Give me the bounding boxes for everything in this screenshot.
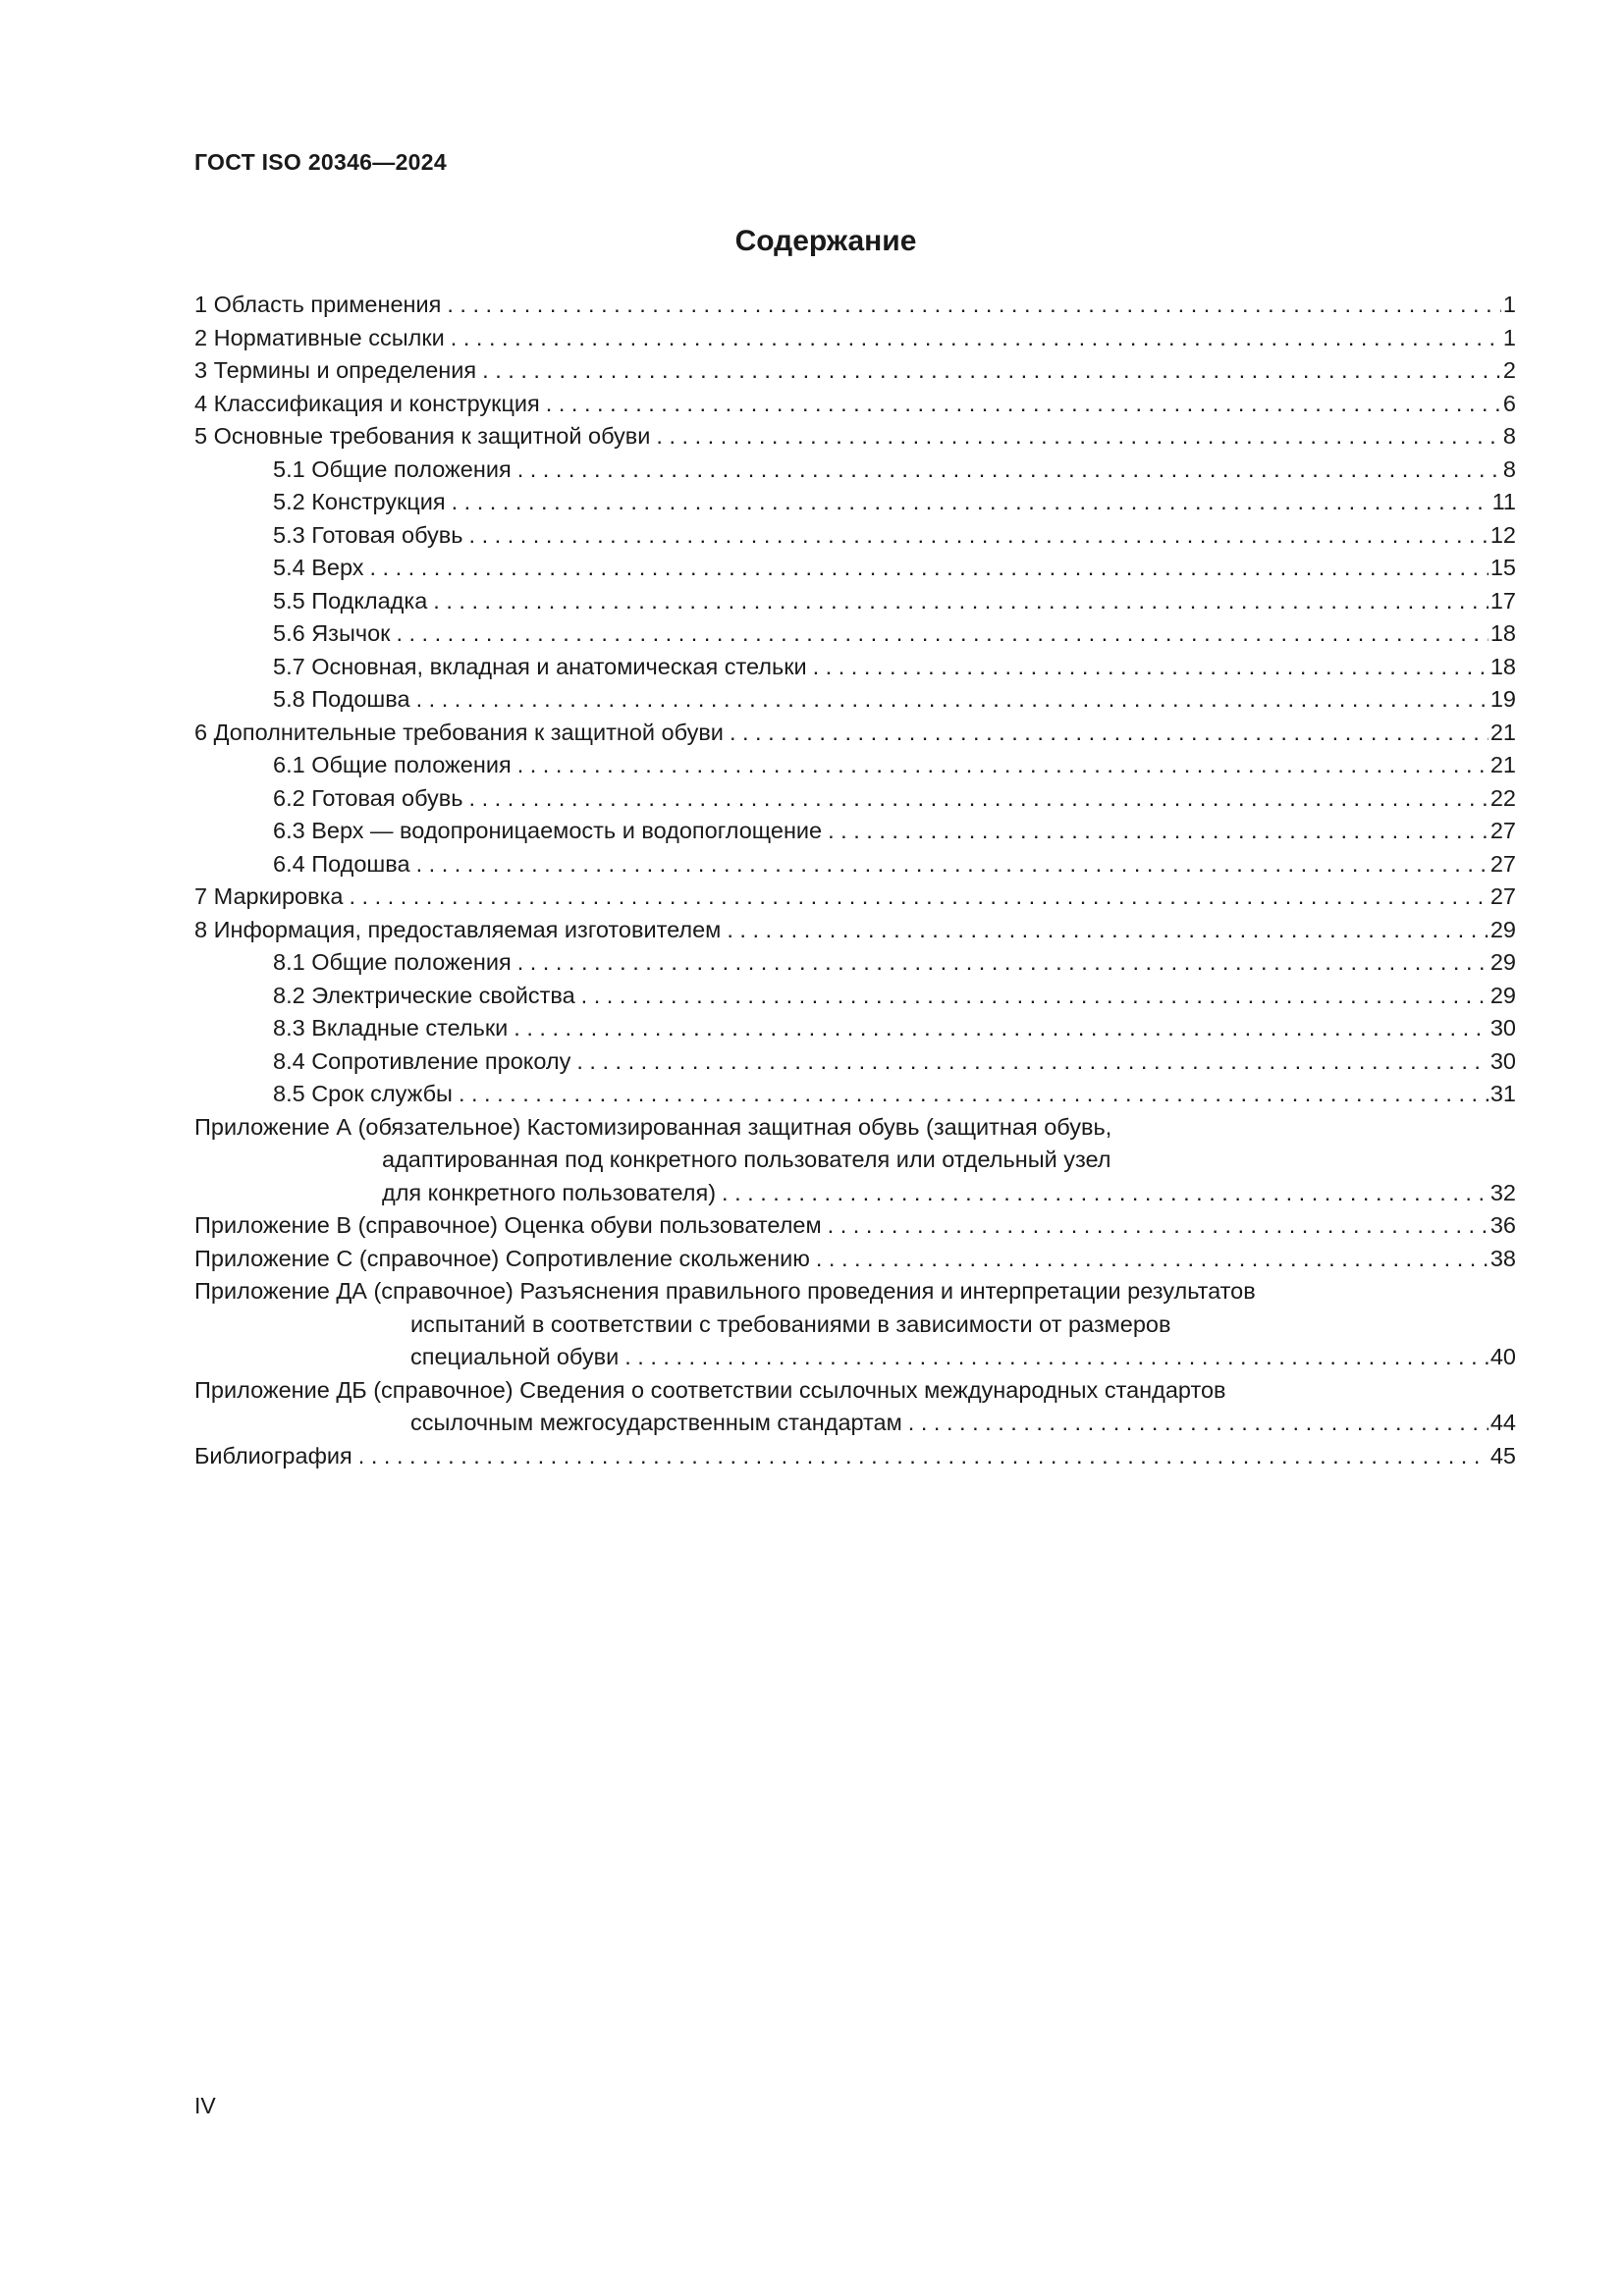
- toc-leader: [727, 914, 1489, 947]
- toc-entry-page: 29: [1489, 916, 1516, 942]
- toc-entry-page: 2: [1502, 357, 1516, 383]
- toc-leader: [451, 322, 1501, 355]
- toc-entry-page: 27: [1489, 850, 1516, 877]
- toc-leader: [514, 1012, 1489, 1045]
- toc-entry[interactable]: [194, 717, 1516, 750]
- toc-entry-page: 1: [1502, 324, 1516, 350]
- toc-subentry[interactable]: [194, 651, 1516, 684]
- toc-entry-label: 8.4 Сопротивление проколу: [273, 1047, 571, 1074]
- toc-subentry[interactable]: [194, 782, 1516, 816]
- toc-entry-page: 18: [1489, 620, 1516, 646]
- toc-entry-label: 6.3 Верх — водопроницаемость и водопоглощение: [273, 818, 823, 843]
- toc-entry-page: 38: [1489, 1245, 1516, 1271]
- toc-leader: [452, 486, 1490, 519]
- toc-subentry[interactable]: [194, 1045, 1516, 1079]
- toc-leader: [416, 848, 1489, 881]
- toc-entry[interactable]: [194, 322, 1516, 355]
- toc-entry[interactable]: [194, 420, 1516, 454]
- toc-bibliography[interactable]: [194, 1440, 1516, 1473]
- toc-leader: [349, 881, 1488, 914]
- toc-entry-label: 4 Классификация и конструкция: [194, 390, 540, 416]
- toc-leader: [828, 1209, 1489, 1243]
- toc-entry-page: 45: [1489, 1442, 1516, 1468]
- toc-entry-label: 8.1 Общие положения: [273, 949, 512, 975]
- toc-subentry[interactable]: [194, 486, 1516, 519]
- toc-entry-label: 1 Область применения: [194, 292, 442, 317]
- toc-entry-page: 27: [1489, 818, 1516, 843]
- toc-entry-label: Приложение В (справочное) Оценка обуви пользователем: [194, 1212, 822, 1238]
- toc-leader: [416, 683, 1489, 717]
- toc-appendix-da-line-1[interactable]: [194, 1275, 1516, 1308]
- toc-leader: [813, 651, 1489, 684]
- toc-entry[interactable]: [194, 914, 1516, 947]
- toc-leader: [396, 617, 1488, 651]
- toc-subentry[interactable]: [194, 848, 1516, 881]
- toc-entry-label: 5.2 Конструкция: [273, 489, 446, 514]
- toc-entry-page: 1: [1502, 292, 1516, 317]
- toc-leader: [517, 946, 1489, 980]
- toc-entry[interactable]: [194, 388, 1516, 421]
- toc-entry-label: Приложение А (обязательное) Кастомизированная защитная обувь (защитная обувь,: [194, 1113, 1112, 1140]
- toc-entry-page: 32: [1489, 1179, 1516, 1205]
- toc-appendix-db-line-1[interactable]: [194, 1374, 1516, 1408]
- toc-appendix-db-line-2[interactable]: [194, 1407, 1516, 1440]
- toc-leader: [624, 1341, 1489, 1374]
- toc-entry-page: 29: [1489, 982, 1516, 1008]
- toc-entry-page: 29: [1489, 949, 1516, 975]
- toc-entry-label: 5.4 Верх: [273, 555, 364, 580]
- toc-entry-page: 40: [1489, 1344, 1516, 1369]
- toc-entry-label: 8 Информация, предоставляемая изготовителем: [194, 916, 722, 942]
- toc-entry-label: Приложение ДБ (справочное) Сведения о соответствии ссылочных международных стандартов: [194, 1376, 1226, 1403]
- toc-leader: [828, 815, 1489, 848]
- toc-entry-page: 30: [1489, 1047, 1516, 1074]
- toc-entry-label: ссылочным межгосударственным стандартам: [410, 1410, 902, 1435]
- toc-entry-page: 31: [1489, 1081, 1516, 1106]
- toc-entry-label: 2 Нормативные ссылки: [194, 324, 445, 350]
- toc-leader: [576, 1045, 1489, 1079]
- toc-subentry[interactable]: [194, 980, 1516, 1013]
- toc-entry-label: 8.5 Срок службы: [273, 1081, 453, 1106]
- toc-entry-label: 8.2 Электрические свойства: [273, 982, 575, 1008]
- toc-entry-label: 5.3 Готовая обувь: [273, 521, 463, 548]
- toc-entry-label: Библиография: [194, 1442, 352, 1468]
- table-of-contents: [194, 289, 1516, 1472]
- toc-entry[interactable]: [194, 289, 1516, 322]
- toc-leader: [730, 717, 1489, 750]
- toc-entry-label: 6 Дополнительные требования к защитной обуви: [194, 719, 724, 745]
- toc-leader: [581, 980, 1489, 1013]
- toc-leader: [517, 749, 1489, 782]
- toc-entry-page: 30: [1489, 1015, 1516, 1041]
- toc-leader: [370, 552, 1489, 585]
- toc-entry-label: 7 Маркировка: [194, 883, 344, 909]
- toc-subentry[interactable]: [194, 617, 1516, 651]
- toc-entry-page: 21: [1489, 752, 1516, 777]
- toc-leader: [469, 519, 1489, 553]
- toc-entry-page: 44: [1489, 1410, 1516, 1435]
- toc-entry-label: 8.3 Вкладные стельки: [273, 1015, 509, 1041]
- toc-leader: [517, 454, 1501, 487]
- toc-entry-label: специальной обуви: [410, 1344, 620, 1369]
- toc-entry-page: 6: [1502, 390, 1516, 416]
- page-number: IV: [194, 2093, 216, 2118]
- toc-appendix-b[interactable]: [194, 1209, 1516, 1243]
- toc-leader: [722, 1177, 1489, 1210]
- toc-leader: [656, 420, 1501, 454]
- toc-appendix-c[interactable]: [194, 1243, 1516, 1276]
- toc-entry-label: 5.5 Подкладка: [273, 587, 428, 614]
- toc-entry-page: 22: [1489, 784, 1516, 811]
- page-title: Содержание: [734, 225, 917, 257]
- toc-subentry[interactable]: [194, 815, 1516, 848]
- toc-entry-page: 17: [1489, 587, 1516, 614]
- toc-entry-label: Приложение ДА (справочное) Разъяснения правильного проведения и интерпретации результатов: [194, 1278, 1256, 1304]
- toc-entry-page: 15: [1489, 555, 1516, 580]
- toc-entry-label: адаптированная под конкретного пользователя или отдельный узел: [382, 1147, 1111, 1172]
- toc-leader: [358, 1440, 1489, 1473]
- toc-entry-label: 6.4 Подошва: [273, 850, 410, 877]
- toc-leader: [459, 1078, 1489, 1111]
- toc-subentry[interactable]: [194, 1012, 1516, 1045]
- toc-entry-label: 5.1 Общие положения: [273, 455, 512, 482]
- toc-entry-label: 5.6 Язычок: [273, 620, 391, 646]
- toc-leader: [433, 585, 1489, 618]
- toc-leader: [469, 782, 1489, 816]
- toc-entry-page: 19: [1489, 686, 1516, 712]
- toc-subentry[interactable]: [194, 1078, 1516, 1111]
- toc-entry-label: испытаний в соответствии с требованиями в зависимости от размеров: [410, 1310, 1171, 1337]
- toc-subentry[interactable]: [194, 683, 1516, 717]
- toc-leader: [482, 354, 1501, 388]
- toc-leader: [908, 1407, 1489, 1440]
- toc-entry-label: 3 Термины и определения: [194, 357, 477, 383]
- toc-entry-label: 5.8 Подошва: [273, 686, 410, 712]
- document-code: ГОСТ ISO 20346—2024: [194, 149, 447, 175]
- toc-entry-page: 36: [1489, 1212, 1516, 1238]
- toc-appendix-da-line-3[interactable]: [194, 1341, 1516, 1374]
- toc-entry[interactable]: [194, 354, 1516, 388]
- toc-subentry[interactable]: [194, 749, 1516, 782]
- toc-appendix-a-line-3[interactable]: [194, 1177, 1516, 1210]
- toc-appendix-da-line-2[interactable]: [194, 1308, 1516, 1342]
- toc-appendix-a-line-1[interactable]: [194, 1111, 1516, 1145]
- toc-leader: [816, 1243, 1489, 1276]
- toc-leader: [447, 289, 1501, 322]
- toc-entry-label: 5 Основные требования к защитной обуви: [194, 423, 651, 449]
- toc-entry-page: 8: [1502, 455, 1516, 482]
- toc-entry-label: 6.1 Общие положения: [273, 752, 512, 777]
- toc-entry-page: 11: [1491, 489, 1516, 514]
- toc-entry-label: 5.7 Основная, вкладная и анатомическая стельки: [273, 653, 807, 679]
- toc-entry-label: для конкретного пользователя): [382, 1179, 717, 1205]
- toc-entry[interactable]: [194, 881, 1516, 914]
- toc-entry-page: 8: [1502, 423, 1516, 449]
- toc-entry-label: 6.2 Готовая обувь: [273, 784, 463, 811]
- toc-entry-page: 27: [1489, 883, 1516, 909]
- toc-subentry[interactable]: [194, 454, 1516, 487]
- toc-entry-page: 18: [1489, 653, 1516, 679]
- toc-subentry[interactable]: [194, 519, 1516, 553]
- toc-leader: [546, 388, 1501, 421]
- toc-subentry[interactable]: [194, 585, 1516, 618]
- toc-subentry[interactable]: [194, 946, 1516, 980]
- toc-entry-label: Приложение С (справочное) Сопротивление скольжению: [194, 1245, 810, 1271]
- toc-appendix-a-line-2[interactable]: [194, 1144, 1516, 1177]
- toc-subentry[interactable]: [194, 552, 1516, 585]
- toc-entry-page: 12: [1489, 521, 1516, 548]
- toc-entry-page: 21: [1489, 719, 1516, 745]
